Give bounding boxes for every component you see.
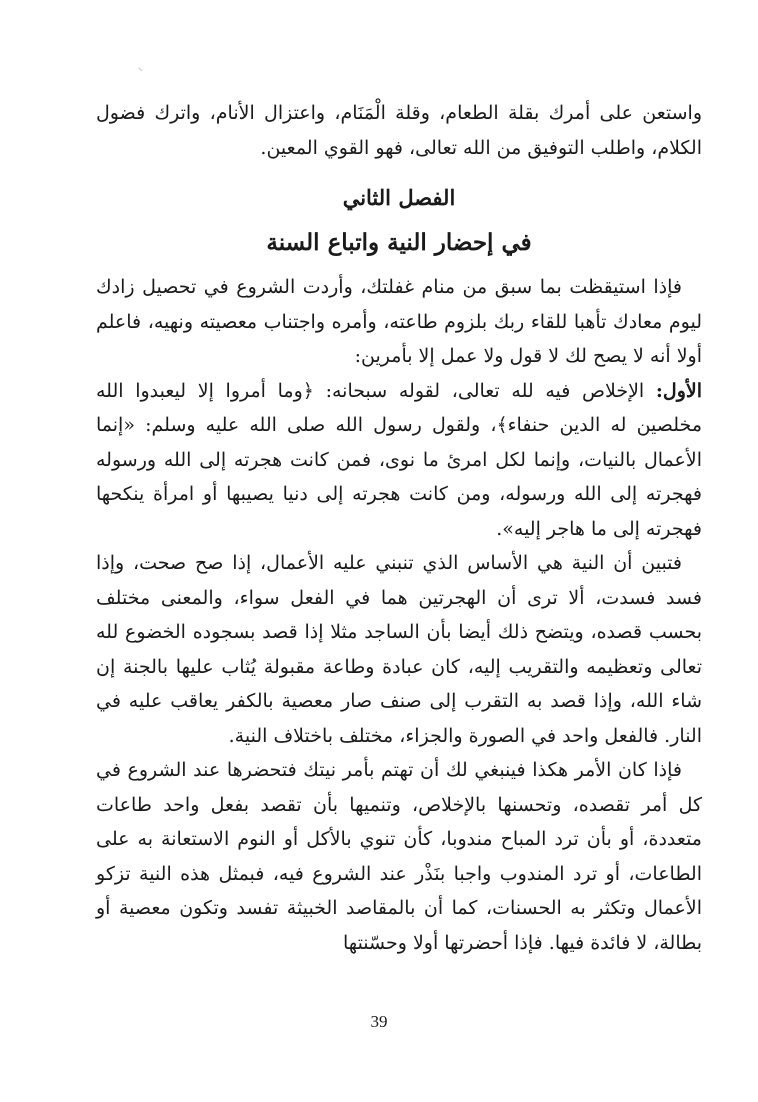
page-number: 39 (370, 1012, 388, 1031)
paper-speck (135, 67, 143, 75)
paragraph-2-lead: الأول: (655, 379, 702, 402)
intro-paragraph (96, 96, 702, 165)
paragraph-2-text: الإخلاص فيه لله تعالى، لقوله سبحانه: ﴿وما أمروا إلا ليعبدوا الله مخلصين له الدين حنفاء﴾، ولقول رسول الله صلى الله عليه وسلم: «إنما الأعمال بالنيات، وإنما لكل امرئ ما نوى، فمن كانت هجرته إلى الله ورسوله فهجرته إلى الله ورسوله، ومن كانت هجرته إلى دنيا يصيبها أو امرأة ينكحها فهجرته إلى ما هاجر إليه». (96, 379, 702, 540)
chapter-title: الفصل الثاني (342, 185, 456, 210)
chapter-subtitle: في إحضار النية واتباع السنة (266, 229, 532, 256)
paragraph-3: فتبين أن النية هي الأساس الذي تنبني عليه الأعمال، إذا صح صحت، وإذا فسد فسدت، ألا ترى أن الهجرتين هما في الفعل سواء، والمعنى مختلف بحسب قصده، ويتضح ذلك أيضا بأن الساجد مثلا إذا قصد بسجوده الخضوع لله تعالى وتعظيمه والتقريب إليه، كان عبادة وطاعة مقبولة يُثاب عليها بالجنة إن شاء الله، وإذا قصد به التقرب إلى صنف صار معصية بالكفر يعاقب عليه في النار. فالفعل واحد في الصورة والجزاء، مختلف باختلاف النية. (96, 552, 702, 747)
intro-text: واستعن على أمرك بقلة الطعام، وقلة الْمَنَام، واعتزال الأنام، واترك فضول الكلام، واطلب التوفيق من الله تعالى، فهو القوي المعين. (96, 102, 702, 159)
body-text (96, 270, 702, 960)
paragraph-4: فإذا كان الأمر هكذا فينبغي لك أن تهتم بأمر نيتك فتحضرها عند الشروع في كل أمر تقصده، وتحسنها بالإخلاص، وتنميها بأن تقصد بفعل واحد طاعات متعددة، أو بأن ترد المباح مندوبا، كأن تنوي بالأكل أو النوم الاستعانة به على الطاعات، أو ترد المندوب واجبا بنَذْر عند الشروع فيه، فبمثل هذه النية تزكو الأعمال وتكثر به الحسنات، كما أن بالمقاصد الخبيثة تفسد وتكون معصية أو بطالة، لا فائدة فيها. فإذا أحضرتها أولا وحسّنتها (96, 759, 702, 954)
paragraph-2 (96, 374, 702, 547)
paragraph-1: فإذا استيقظت بما سبق من منام غفلتك، وأردت الشروع في تحصيل زادك ليوم معادك تأهبا للقاء ربك بلزوم طاعته، وأمره واجتناب معصيته ونهيه، فاعلم أولا أنه لا يصح لك لا قول ولا عمل إلا بأمرين: (96, 276, 702, 367)
